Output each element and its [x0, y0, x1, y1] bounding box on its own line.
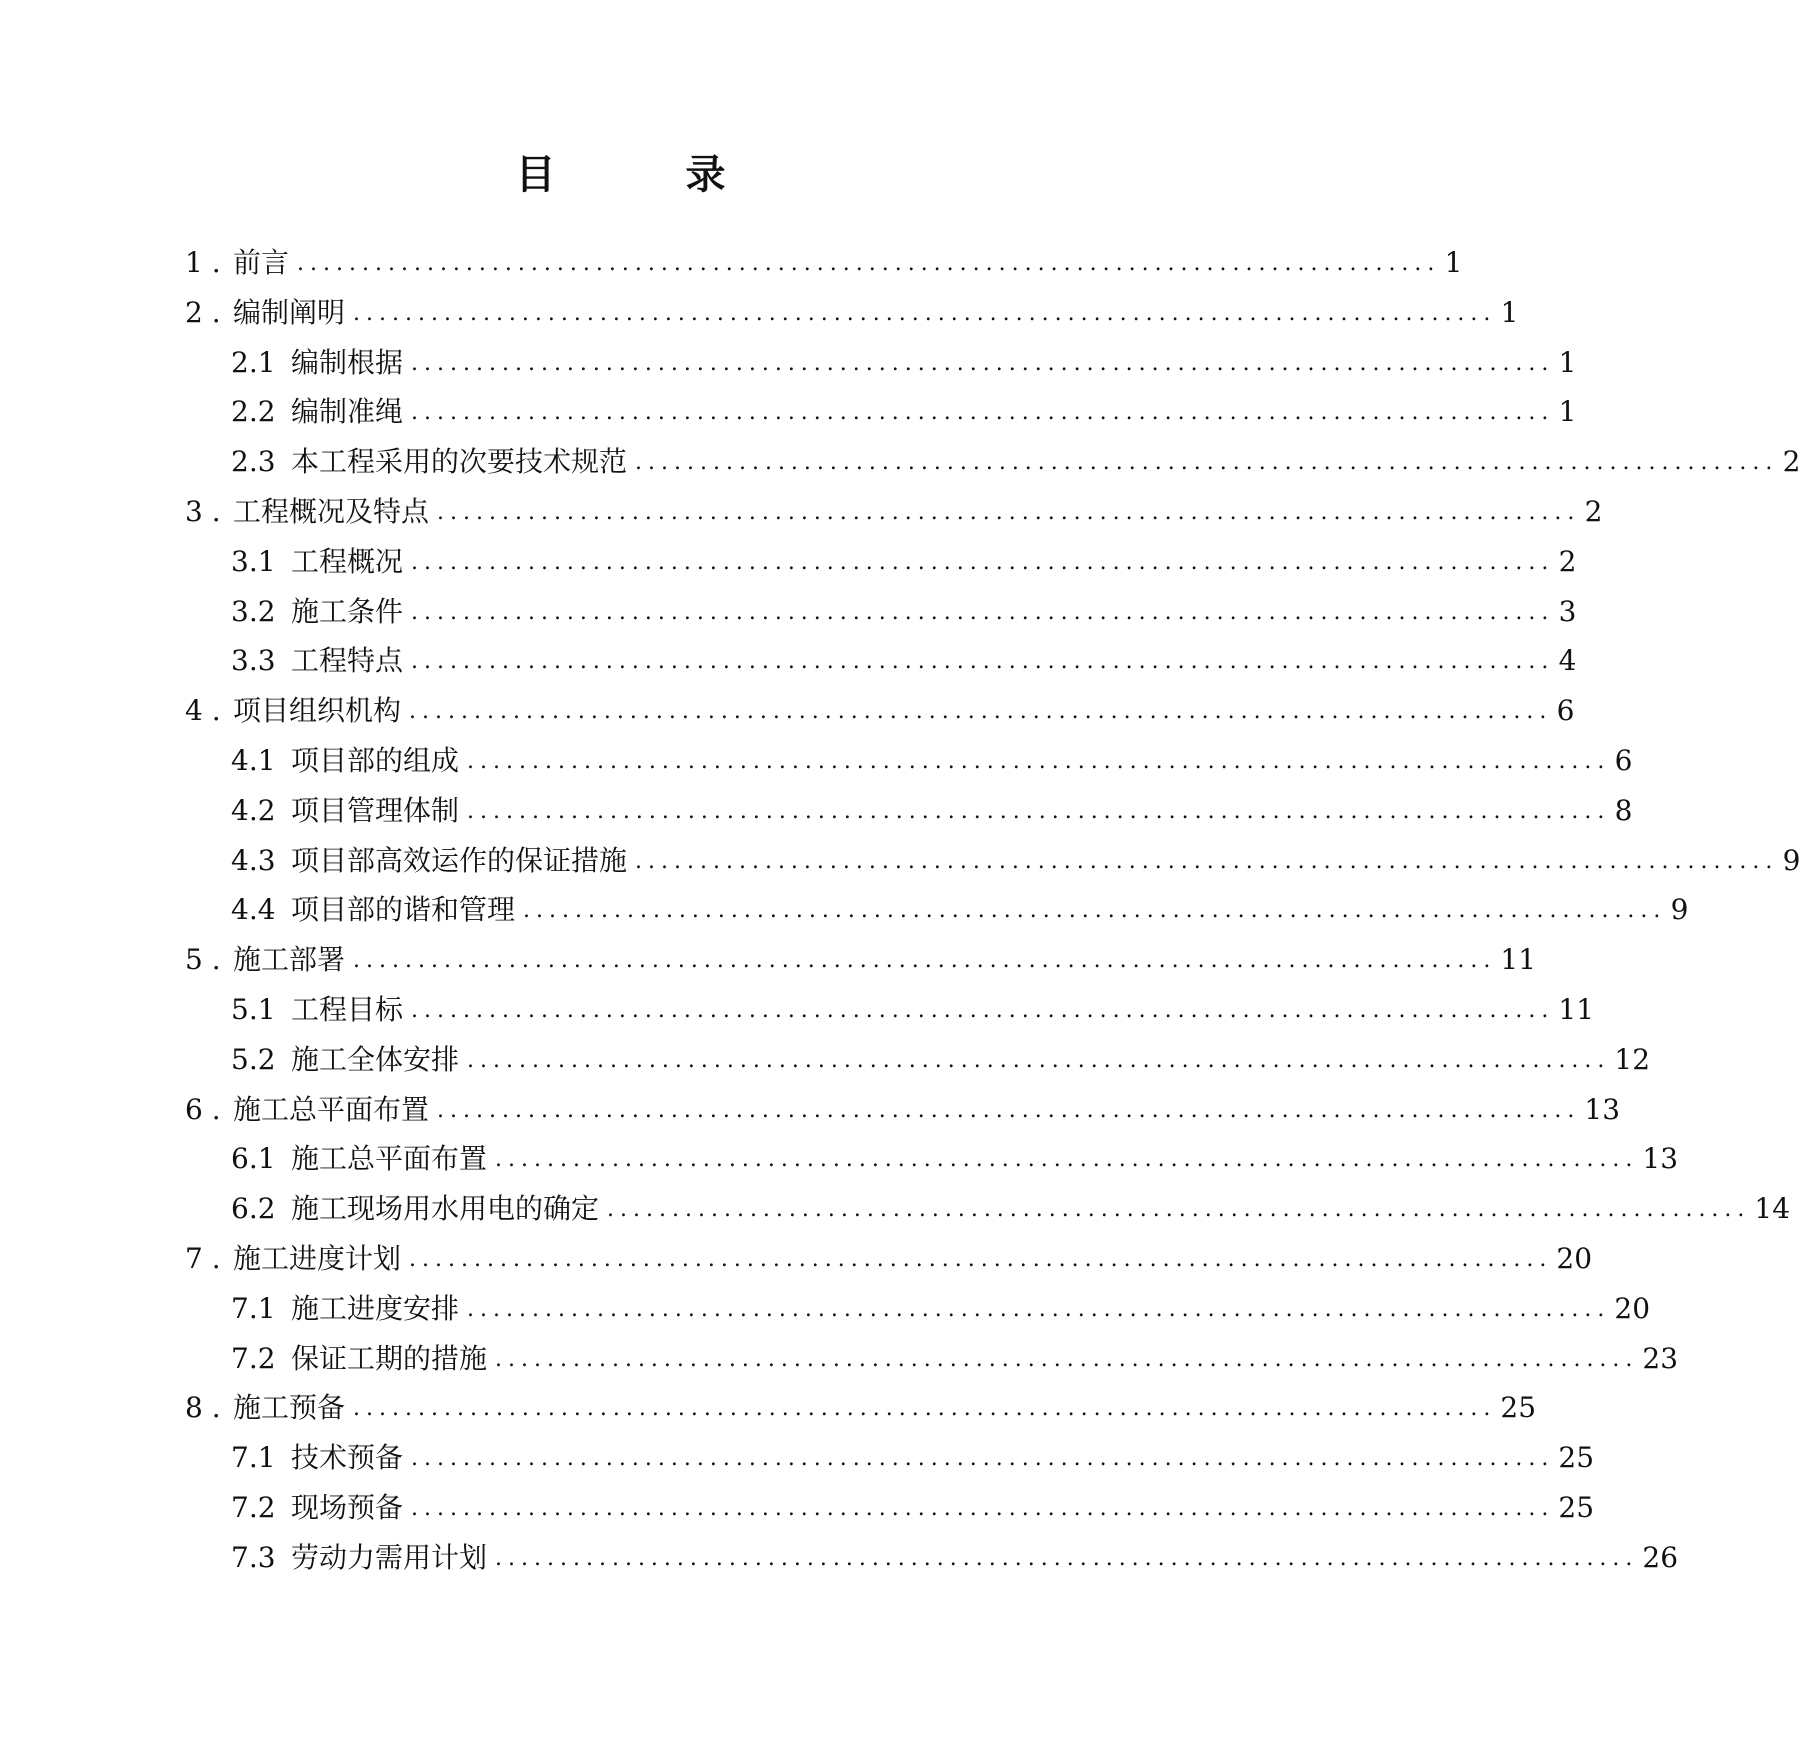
- toc-entry-title: 项目部的谐和管理: [291, 893, 516, 927]
- toc-dot-leader: ........................................................................................: [635, 848, 1779, 874]
- toc-dot-leader: ........................................................................................: [523, 898, 1667, 924]
- toc-entry-title: 编制根据: [291, 345, 404, 379]
- toc-entry-number: 2.2: [231, 395, 276, 429]
- toc-entry-number: 4.3: [231, 843, 276, 877]
- toc-entry-title: 项目管理体制: [291, 793, 460, 827]
- toc-entry-page-number: 25: [1558, 1490, 1595, 1524]
- toc-entry-title: 施工总平面布置: [233, 1092, 430, 1126]
- toc-entry-page-number: 25: [1558, 1441, 1595, 1475]
- toc-dot-leader: ........................................................................................: [409, 1246, 1553, 1272]
- toc-dot-leader: ........................................................................................: [411, 649, 1555, 675]
- toc-dot-leader: ........................................................................................: [467, 1047, 1611, 1073]
- toc-entry-page-number: 11: [1500, 943, 1537, 977]
- toc-section-entry[interactable]: [185, 843, 1800, 893]
- toc-dot-leader: ........................................................................................: [635, 450, 1779, 476]
- toc-chapter-entry[interactable]: [185, 1092, 1621, 1142]
- toc-entry-page-number: 1: [1558, 345, 1577, 379]
- toc-entry-page-number: 20: [1556, 1241, 1593, 1275]
- toc-entry-title: 技术预备: [291, 1441, 404, 1475]
- toc-section-entry[interactable]: [185, 1141, 1679, 1191]
- toc-section-entry[interactable]: [185, 793, 1633, 843]
- toc-dot-leader: ........................................................................................: [353, 1396, 1497, 1422]
- toc-entry-page-number: 14: [1754, 1192, 1791, 1226]
- toc-entry-number: 6 .: [185, 1092, 221, 1126]
- toc-entry-page-number: 2: [1782, 445, 1800, 479]
- toc-entry-page-number: 1: [1500, 295, 1519, 329]
- toc-entry-number: 2.3: [231, 445, 276, 479]
- toc-entry-title: 编制阐明: [233, 295, 346, 329]
- toc-chapter-entry[interactable]: [185, 295, 1519, 345]
- toc-entry-page-number: 1: [1558, 395, 1577, 429]
- toc-entry-number: 1 .: [185, 246, 221, 279]
- toc-entry-page-number: 6: [1614, 743, 1633, 777]
- toc-dot-leader: ........................................................................................: [297, 251, 1441, 276]
- toc-entry-title: 施工全体安排: [291, 1042, 460, 1076]
- toc-section-entry[interactable]: [185, 992, 1595, 1042]
- toc-entry-number: 3.3: [231, 644, 276, 678]
- toc-entry-page-number: 20: [1614, 1291, 1651, 1325]
- toc-section-entry[interactable]: [185, 1042, 1651, 1092]
- toc-entry-title: 工程概况及特点: [233, 494, 430, 528]
- toc-dot-leader: ........................................................................................: [353, 948, 1497, 974]
- toc-chapter-entry[interactable]: [185, 1241, 1593, 1291]
- toc-entry-title: 工程特点: [291, 644, 404, 678]
- toc-dot-leader: ........................................................................................: [467, 1296, 1611, 1322]
- toc-section-entry[interactable]: [185, 1490, 1595, 1540]
- toc-entry-number: 3.1: [231, 544, 276, 578]
- toc-entry-title: 项目组织机构: [233, 694, 402, 728]
- toc-entry-title: 劳动力需用计划: [291, 1540, 488, 1574]
- toc-chapter-entry[interactable]: [185, 942, 1537, 992]
- toc-entry-page-number: 8: [1614, 793, 1633, 827]
- toc-entry-number: 2.1: [231, 345, 276, 379]
- toc-entry-number: 5.2: [231, 1042, 276, 1076]
- toc-entry-number: 7.3: [231, 1540, 276, 1574]
- toc-entry-title: 施工总平面布置: [291, 1142, 488, 1176]
- toc-dot-leader: ........................................................................................: [411, 350, 1555, 376]
- toc-section-entry[interactable]: [185, 1291, 1651, 1341]
- toc-section-entry[interactable]: [185, 1440, 1595, 1490]
- toc-section-entry[interactable]: [185, 345, 1577, 395]
- toc-entry-title: 施工部署: [233, 943, 346, 977]
- toc-dot-leader: ........................................................................................: [495, 1545, 1639, 1571]
- toc-dot-leader: ........................................................................................: [411, 599, 1555, 625]
- toc-entry-number: 3.2: [231, 594, 276, 628]
- toc-section-entry[interactable]: [185, 892, 1689, 942]
- toc-dot-leader: ........................................................................................: [411, 1495, 1555, 1521]
- toc-dot-leader: ........................................................................................: [411, 549, 1555, 575]
- toc-entry-title: 施工进度安排: [291, 1291, 460, 1325]
- toc-entry-page-number: 11: [1558, 992, 1595, 1026]
- toc-entry-number: 3 .: [185, 494, 221, 528]
- toc-dot-leader: ........................................................................................: [409, 699, 1553, 725]
- toc-entry-title: 施工进度计划: [233, 1241, 402, 1275]
- toc-entry-title: 施工条件: [291, 594, 404, 628]
- toc-entry-number: 4.1: [231, 743, 276, 777]
- toc-entry-page-number: 4: [1558, 644, 1577, 678]
- toc-entry-number: 4.2: [231, 793, 276, 827]
- toc-entry-page-number: 2: [1558, 544, 1577, 578]
- toc-dot-leader: ........................................................................................: [411, 1446, 1555, 1472]
- toc-entry-number: 5 .: [185, 943, 221, 977]
- toc-chapter-entry[interactable]: [185, 1390, 1537, 1440]
- toc-entry-title: 施工现场用水用电的确定: [291, 1192, 600, 1226]
- toc-section-entry[interactable]: [185, 743, 1633, 793]
- toc-entry-title: 保证工期的措施: [291, 1341, 488, 1375]
- toc-entry-page-number: 3: [1558, 594, 1577, 628]
- toc-dot-leader: ........................................................................................: [467, 798, 1611, 824]
- toc-entry-title: 施工预备: [233, 1391, 346, 1425]
- toc-entry-page-number: 26: [1642, 1540, 1679, 1574]
- toc-entry-number: 4 .: [185, 694, 221, 728]
- toc-dot-leader: ........................................................................................: [411, 997, 1555, 1023]
- toc-section-entry[interactable]: [185, 1540, 1679, 1590]
- toc-section-entry[interactable]: [185, 643, 1577, 693]
- toc-dot-leader: ........................................................................................: [411, 400, 1555, 426]
- toc-section-entry[interactable]: [185, 1341, 1679, 1391]
- toc-section-entry[interactable]: [185, 544, 1577, 594]
- toc-entry-number: 5.1: [231, 992, 276, 1026]
- toc-entry-number: 7 .: [185, 1241, 221, 1275]
- toc-chapter-entry[interactable]: [185, 245, 1463, 295]
- toc-entry-title: 项目部高效运作的保证措施: [291, 843, 628, 877]
- toc-entry-number: 7.1: [231, 1291, 276, 1325]
- toc-dot-leader: ........................................................................................: [495, 1147, 1639, 1173]
- toc-entry-page-number: 23: [1642, 1341, 1679, 1375]
- toc-entry-number: 7.2: [231, 1490, 276, 1524]
- toc-chapter-entry[interactable]: [185, 494, 1603, 544]
- toc-entry-page-number: 9: [1782, 843, 1800, 877]
- toc-entry-number: 6.2: [231, 1192, 276, 1226]
- toc-dot-leader: ........................................................................................: [437, 499, 1581, 525]
- toc-dot-leader: ........................................................................................: [467, 748, 1611, 774]
- toc-entry-page-number: 1: [1444, 246, 1463, 279]
- toc-entry-page-number: 13: [1642, 1142, 1679, 1176]
- toc-entry-page-number: 2: [1584, 494, 1603, 528]
- table-of-contents: [185, 245, 1800, 1590]
- toc-section-entry[interactable]: [185, 394, 1577, 444]
- toc-entry-page-number: 13: [1584, 1092, 1621, 1126]
- toc-entry-title: 本工程采用的次要技术规范: [291, 445, 628, 479]
- toc-dot-leader: ........................................................................................: [437, 1097, 1581, 1123]
- toc-entry-title: 编制准绳: [291, 395, 404, 429]
- toc-entry-number: 8 .: [185, 1391, 221, 1425]
- toc-section-entry[interactable]: [185, 444, 1800, 494]
- toc-dot-leader: ........................................................................................: [353, 300, 1497, 326]
- toc-entry-number: 6.1: [231, 1142, 276, 1176]
- toc-entry-page-number: 9: [1670, 893, 1689, 927]
- toc-chapter-entry[interactable]: [185, 693, 1575, 743]
- toc-entry-page-number: 6: [1556, 694, 1575, 728]
- toc-entry-number: 7.1: [231, 1441, 276, 1475]
- page-title: 目 录: [515, 151, 784, 198]
- toc-entry-page-number: 25: [1500, 1391, 1537, 1425]
- toc-entry-number: 4.4: [231, 893, 276, 927]
- toc-entry-number: 2 .: [185, 295, 221, 329]
- toc-entry-title: 项目部的组成: [291, 743, 460, 777]
- toc-entry-number: 7.2: [231, 1341, 276, 1375]
- toc-section-entry[interactable]: [185, 1191, 1791, 1241]
- toc-entry-title: 工程目标: [291, 992, 404, 1026]
- toc-entry-title: 工程概况: [291, 544, 404, 578]
- toc-dot-leader: ........................................................................................: [607, 1197, 1751, 1223]
- toc-section-entry[interactable]: [185, 594, 1577, 644]
- toc-dot-leader: ........................................................................................: [495, 1346, 1639, 1372]
- toc-entry-title: 前言: [233, 246, 290, 279]
- toc-entry-title: 现场预备: [291, 1490, 404, 1524]
- toc-entry-page-number: 12: [1614, 1042, 1651, 1076]
